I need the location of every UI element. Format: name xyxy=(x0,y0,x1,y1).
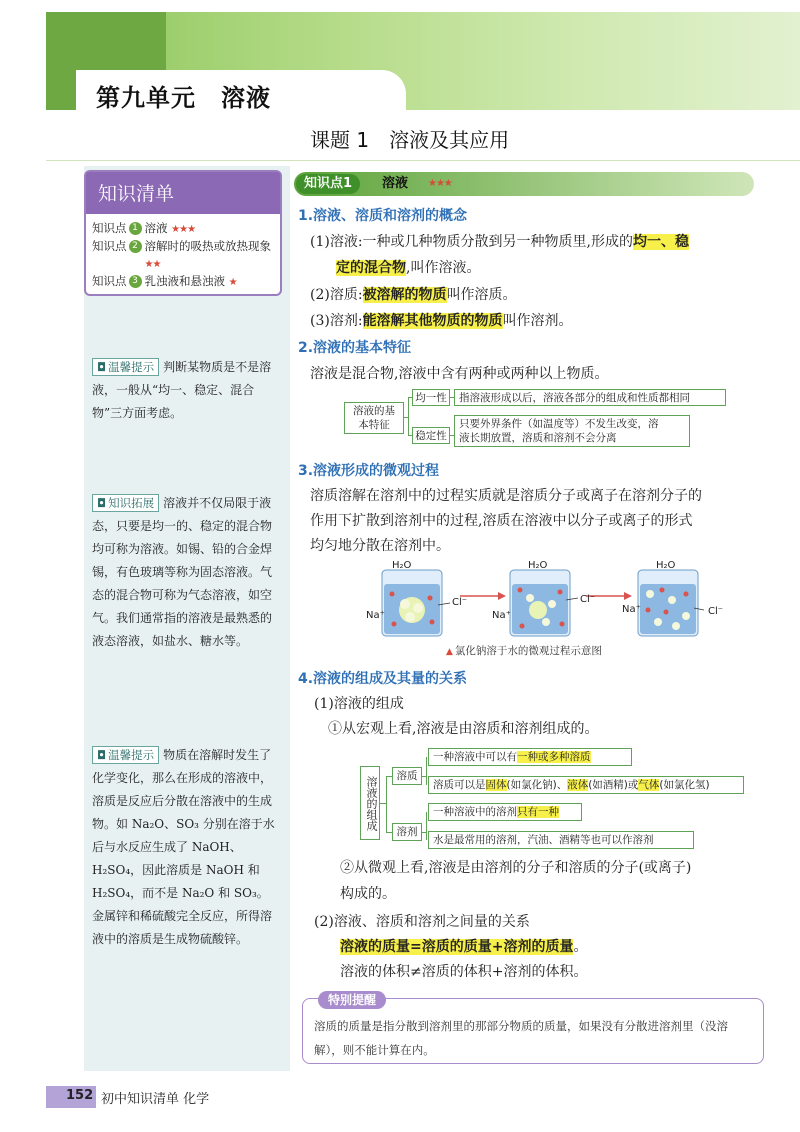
unit-title: 第九单元 溶液 xyxy=(96,84,271,112)
special-note-text: 溶质的质量是指分散到溶剂里的那部分物质的质量，如果没有分散进溶剂里（没溶解），则不能计算在内。 xyxy=(314,1019,728,1057)
sodium-ion-label: Na⁺ xyxy=(366,610,385,621)
tip-warm-1: ◘ 温馨提示 判断某物质是不是溶液，一般从“均一、稳定、混合物”三方面考虑。 xyxy=(92,360,272,420)
star-icon: ★★★ xyxy=(428,178,452,189)
paragraph: 构成的。 xyxy=(340,886,396,902)
knowledge-point-label: 知识点1 xyxy=(296,174,360,194)
section-heading: 2.溶液的基本特征 xyxy=(298,340,412,356)
number-badge: 3 xyxy=(129,275,142,288)
subheading: (2)溶液、溶质和溶剂之间量的关系 xyxy=(314,914,530,930)
sodium-ion-label: Na⁺ xyxy=(622,604,641,615)
tip-extension: ◘ 知识拓展 溶液并不仅局限于液态，只要是均一的、稳定的混合物均可称为溶液。如锡、铅的合金焊锡，有色玻璃等称为固态溶液。气态的混合物可称为气态溶液，如空气。我们通常指的溶液是最熟悉的液态溶液，如盐水、糖水等。 xyxy=(92,496,273,648)
diagram-leaf: 一种溶液中的溶剂只有一种 xyxy=(428,803,582,821)
paragraph: ②从微观上看,溶液是由溶剂的分子和溶质的分子(或离子) xyxy=(340,860,692,876)
diagram-leaf: 指溶液形成以后，溶液各部分的组成和性质都相同 xyxy=(454,389,726,406)
definition-solute: (2)溶质:被溶解的物质叫作溶质。 xyxy=(310,287,517,303)
number-badge: 1 xyxy=(129,222,142,235)
knowledge-list-item: 知识点 2 溶解时的吸热或放热现象 ★★ xyxy=(92,239,271,270)
diagram-root: 溶液的组成 xyxy=(360,766,380,840)
water-label: H₂O xyxy=(392,560,412,571)
header-rule xyxy=(46,160,800,161)
diagram-leaf: 只要外界条件（如温度等）不发生改变，溶 液长期放置，溶质和溶剂不会分离 xyxy=(454,415,690,447)
lightbulb-icon: ◘ xyxy=(97,360,107,374)
lesson-title: 课题 1 溶液及其应用 xyxy=(310,128,510,152)
section-heading: 4.溶液的组成及其量的关系 xyxy=(298,671,468,687)
star-icon: ★ xyxy=(228,277,237,288)
diagram-connector xyxy=(408,397,409,435)
diagram-node-solute: 溶质 xyxy=(392,767,422,785)
diagram-node: 均一性 xyxy=(412,389,450,406)
tip-tag: ◘ 温馨提示 xyxy=(92,746,159,764)
diagram-root: 溶液的基本特征 xyxy=(344,402,404,434)
star-icon: ★★★ xyxy=(171,224,196,235)
definition-solution: (1)溶液:一种或几种物质分散到另一种物质里,形成的均一、稳 xyxy=(310,234,689,250)
knowledge-point-name: 溶液 xyxy=(382,176,409,191)
chloride-ion-label: Cl⁻ xyxy=(580,594,596,605)
knowledge-list-title: 知识清单 xyxy=(86,172,280,214)
beaker-3 xyxy=(638,570,704,636)
water-label: H₂O xyxy=(656,560,676,571)
star-icon: ★★ xyxy=(144,259,161,270)
chloride-ion-label: Cl⁻ xyxy=(708,606,724,617)
definition-solution-cont: 定的混合物,叫作溶液。 xyxy=(336,260,481,276)
tip-warm-2: ◘ 温馨提示 物质在溶解时发生了化学变化，那么在形成的溶液中，溶质是反应后分散在溶液中的生成物。如 Na₂O、SO₃ 分别在溶于水后与水反应生成了 NaOH、H₂SO₄，因此溶质是 NaOH 和 H₂SO₄，而不是 Na₂O 和 SO₃。金属锌和稀硫酸完全反应，所得溶液中的溶质是生成物硫酸锌。 xyxy=(92,748,275,946)
tip-tag: ◘ 温馨提示 xyxy=(92,358,159,376)
sodium-ion-label: Na⁺ xyxy=(492,610,511,621)
equation-mass: 溶液的质量=溶质的质量+溶剂的质量。 xyxy=(340,939,588,955)
beaker-1 xyxy=(382,570,450,636)
number-badge: 2 xyxy=(129,240,142,253)
lightbulb-icon: ◘ xyxy=(97,748,107,762)
knowledge-point-bar xyxy=(294,172,754,196)
figure-caption: ▲ 氯化钠溶于水的微观过程示意图 xyxy=(446,645,602,657)
chloride-ion-label: Cl⁻ xyxy=(452,597,468,608)
diagram-leaf: 水是最常用的溶剂，汽油、酒精等也可以作溶剂 xyxy=(428,831,694,849)
page-number: 152 xyxy=(66,1088,94,1103)
dissolution-diagram xyxy=(360,560,720,642)
diagram-node-solvent: 溶剂 xyxy=(392,823,422,841)
equation-volume: 溶液的体积≠溶质的体积+溶剂的体积。 xyxy=(340,964,588,980)
beaker-2 xyxy=(510,570,578,636)
knowledge-list xyxy=(86,214,280,297)
section-heading: 1.溶液、溶质和溶剂的概念 xyxy=(298,208,468,224)
footer-title: 初中知识清单 化学 xyxy=(101,1092,210,1107)
triangle-icon: ▲ xyxy=(446,647,453,657)
subheading: (1)溶液的组成 xyxy=(314,696,404,712)
special-note-tag: 特别提醒 xyxy=(318,991,386,1009)
diagram-leaf: 溶质可以是固体(如氯化钠)、液体(如酒精)或气体(如氯化氢) xyxy=(428,776,744,794)
diagram-leaf: 一种溶液中可以有一种或多种溶质 xyxy=(428,748,632,766)
paragraph: ①从宏观上看,溶液是由溶质和溶剂组成的。 xyxy=(328,721,599,737)
diagram-node: 稳定性 xyxy=(412,427,450,444)
knowledge-list-item: 知识点 1 溶液 ★★★ xyxy=(92,221,196,235)
paragraph: 溶质溶解在溶剂中的过程实质就是溶质分子或离子在溶剂分子的 xyxy=(310,488,702,504)
paragraph: 作用下扩散到溶剂中的过程,溶质在溶液中以分子或离子的形式 xyxy=(310,513,693,529)
lightbulb-icon: ◘ xyxy=(97,496,107,510)
paragraph: 溶液是混合物,溶液中含有两种或两种以上物质。 xyxy=(310,366,609,382)
water-label: H₂O xyxy=(528,560,548,571)
diagram-connector xyxy=(386,776,387,832)
paragraph: 均匀地分散在溶剂中。 xyxy=(310,538,450,554)
knowledge-list-box xyxy=(84,170,282,296)
knowledge-list-item: 知识点 3 乳浊液和悬浊液 ★ xyxy=(92,274,237,288)
tip-tag: ◘ 知识拓展 xyxy=(92,494,159,512)
diagram-connector xyxy=(426,757,427,785)
definition-solvent: (3)溶剂:能溶解其他物质的物质叫作溶剂。 xyxy=(310,313,573,329)
diagram-connector xyxy=(426,812,427,840)
section-heading: 3.溶液形成的微观过程 xyxy=(298,463,440,479)
